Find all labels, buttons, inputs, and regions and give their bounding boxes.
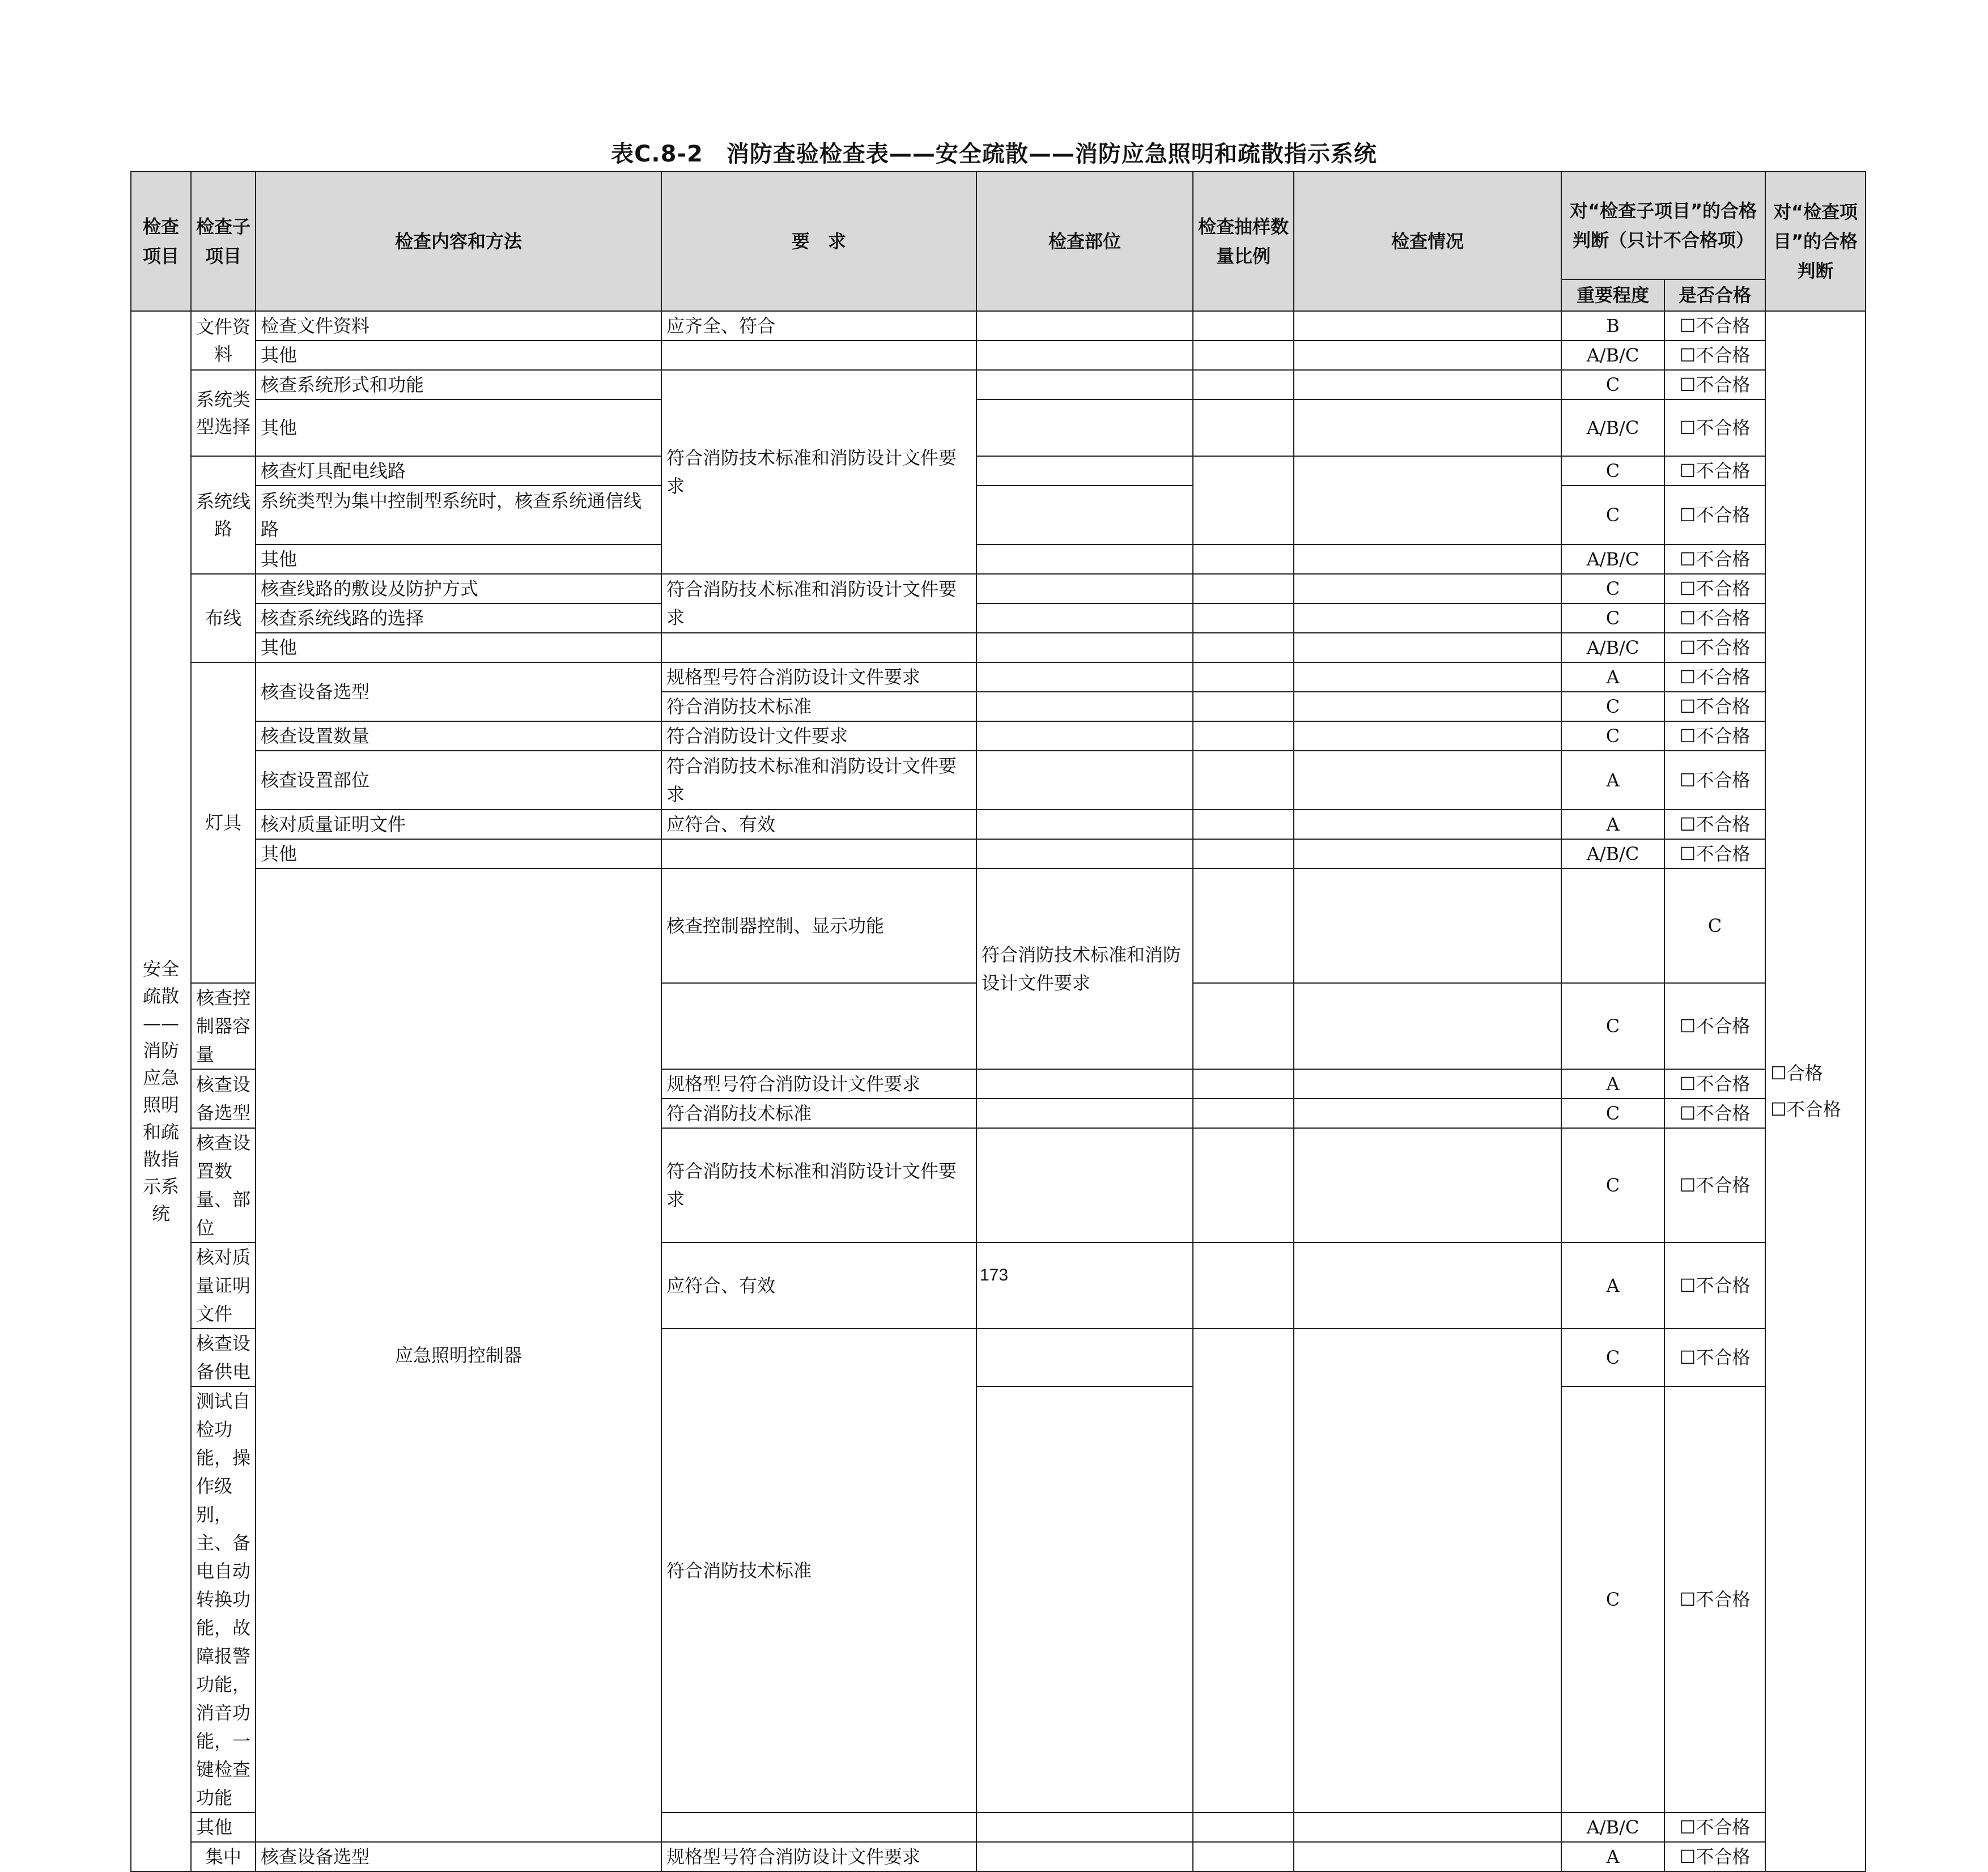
row-level: C: [1561, 983, 1664, 1069]
row-level: A: [1561, 810, 1664, 839]
row-situation: [1294, 1813, 1561, 1842]
row-content: 其他: [256, 399, 661, 456]
row-result[interactable]: ☐不合格: [1664, 751, 1765, 810]
item-fail-checkbox[interactable]: ☐不合格: [1770, 1099, 1841, 1120]
row-requirement: 规格型号符合消防设计文件要求: [661, 1069, 976, 1099]
row-level: A/B/C: [1561, 633, 1664, 662]
row-requirement: 应齐全、符合: [661, 311, 976, 341]
row-sample: [1193, 721, 1294, 751]
row-location: [976, 1386, 1193, 1813]
row-result[interactable]: ☐不合格: [1664, 456, 1765, 486]
row-requirement: 符合消防技术标准: [661, 1329, 976, 1813]
row-sample: [1193, 603, 1294, 633]
row-level: A: [1561, 1243, 1664, 1329]
row-content: 核对质量证明文件: [256, 810, 661, 839]
row-location: [976, 574, 1193, 603]
inspection-table: [130, 171, 1866, 1872]
row-requirement: 符合消防技术标准和消防设计文件要求: [661, 751, 976, 810]
row-level: C: [1664, 869, 1765, 983]
row-sample: [1193, 633, 1294, 662]
row-sample: [1193, 370, 1294, 399]
row-level: C: [1561, 1329, 1664, 1386]
header-sample-ratio: 检查抽样数量比例: [1193, 172, 1294, 311]
row-location: [976, 810, 1193, 839]
item-name: 安全疏散——消防应急照明和疏散指示系统: [142, 958, 179, 1224]
row-level: A: [1561, 751, 1664, 810]
row-level: C: [1561, 456, 1664, 486]
row-location: [976, 486, 1193, 544]
row-location: [976, 370, 1193, 399]
row-location: [976, 721, 1193, 751]
row-level: C: [1561, 1386, 1664, 1813]
row-sample: [1193, 574, 1294, 603]
page-title: 表C.8-2 消防查验检查表——安全疏散——消防应急照明和疏散指示系统: [611, 141, 1377, 167]
row-result[interactable]: ☐不合格: [1664, 1813, 1765, 1842]
row-situation: [1294, 721, 1561, 751]
row-location: [976, 544, 1193, 574]
row-situation: [1294, 1842, 1561, 1871]
row-situation: [1294, 633, 1561, 662]
row-requirement: 规格型号符合消防设计文件要求: [661, 1842, 976, 1871]
row-location: [1193, 869, 1294, 983]
row-result[interactable]: ☐不合格: [1664, 1842, 1765, 1871]
row-sample: [1193, 1813, 1294, 1842]
row-sample: [1193, 1128, 1294, 1243]
row-result[interactable]: ☐不合格: [1664, 983, 1765, 1069]
row-result[interactable]: ☐不合格: [1664, 1099, 1765, 1128]
row-content: 其他: [256, 544, 661, 574]
row-situation: [1294, 1128, 1561, 1243]
row-content: 核查控制器控制、显示功能: [661, 869, 976, 983]
subitem-system-circuit: 系统线路: [191, 456, 256, 574]
item-judgement-cell: [1765, 311, 1866, 1871]
row-sample: [1193, 751, 1294, 810]
row-situation: [1294, 1243, 1561, 1329]
row-sample: [1193, 1069, 1294, 1099]
page-number: 173: [979, 1266, 1009, 1284]
row-content: 核查设置数量、部位: [191, 1128, 256, 1243]
row-sample: [1193, 456, 1294, 544]
row-location: [976, 1099, 1193, 1128]
row-content: 核查线路的敷设及防护方式: [256, 574, 661, 603]
row-result[interactable]: ☐不合格: [1664, 692, 1765, 721]
row-level: A/B/C: [1561, 341, 1664, 370]
row-requirement: 符合消防技术标准: [661, 1099, 976, 1128]
row-content: 核查灯具配电线路: [256, 456, 661, 486]
header-requirement: 要 求: [661, 172, 976, 311]
row-level: C: [1561, 486, 1664, 544]
row-level: C: [1561, 603, 1664, 633]
row-location: [976, 692, 1193, 721]
row-result[interactable]: ☐不合格: [1664, 486, 1765, 544]
row-situation: [1294, 1099, 1561, 1128]
row-requirement: 符合消防技术标准和消防设计文件要求: [661, 1128, 976, 1243]
row-sample: [1193, 1243, 1294, 1329]
row-location: [661, 983, 976, 1069]
row-situation: [1294, 341, 1561, 370]
row-location: [976, 399, 1193, 456]
subitem-controller: 应急照明控制器: [256, 869, 661, 1842]
row-result[interactable]: ☐不合格: [1664, 311, 1765, 341]
row-level: B: [1561, 311, 1664, 341]
row-situation: [1294, 810, 1561, 839]
row-level: C: [1561, 721, 1664, 751]
row-content: 核查设置部位: [256, 751, 661, 810]
row-situation: [1294, 1069, 1561, 1099]
header-sub-judgement: 对“检查子项目”的合格判断（只计不合格项）: [1561, 172, 1765, 279]
row-sample: [1193, 1099, 1294, 1128]
row-location: [976, 1813, 1193, 1842]
row-result[interactable]: ☐不合格: [1664, 810, 1765, 839]
row-level: A/B/C: [1561, 1813, 1664, 1842]
row-result[interactable]: ☐不合格: [1664, 399, 1765, 456]
row-sample: [1193, 692, 1294, 721]
row-content: 核查系统形式和功能: [256, 370, 661, 399]
row-situation: [1294, 839, 1561, 869]
subitem-centralized: 集中: [191, 1842, 256, 1871]
row-content: 核对质量证明文件: [191, 1243, 256, 1329]
row-result[interactable]: ☐不合格: [1664, 1069, 1765, 1099]
row-result[interactable]: ☐不合格: [1664, 1386, 1765, 1813]
row-level: C: [1561, 692, 1664, 721]
row-content: 其他: [256, 633, 661, 662]
row-result[interactable]: ☐不合格: [1664, 721, 1765, 751]
row-situation: [1294, 544, 1561, 574]
row-situation: [1294, 311, 1561, 341]
row-content: 其他: [256, 839, 661, 869]
row-situation: [1294, 603, 1561, 633]
row-result[interactable]: ☐不合格: [1664, 1329, 1765, 1386]
row-requirement: 符合消防技术标准和消防设计文件要求: [661, 574, 976, 633]
header-item: 检查项目: [131, 172, 191, 311]
item-pass-checkbox[interactable]: ☐合格: [1770, 1062, 1823, 1084]
row-sample: [1193, 839, 1294, 869]
row-result[interactable]: ☐不合格: [1664, 1128, 1765, 1243]
row-level: C: [1561, 1099, 1664, 1128]
header-pass: 是否合格: [1664, 279, 1765, 311]
item-name-cell: [131, 311, 191, 1871]
row-requirement: 应符合、有效: [661, 1243, 976, 1329]
row-situation: [1294, 456, 1561, 544]
row-location: [976, 603, 1193, 633]
row-sample: [1193, 1842, 1294, 1871]
row-result[interactable]: ☐不合格: [1664, 544, 1765, 574]
row-content: 核查设备选型: [256, 1842, 661, 1871]
row-situation: [1294, 692, 1561, 721]
row-level: C: [1561, 574, 1664, 603]
row-sample: [1193, 810, 1294, 839]
row-sample: [1193, 311, 1294, 341]
row-sample: [1193, 1329, 1294, 1813]
row-sample: [1193, 544, 1294, 574]
row-sample: [1294, 869, 1561, 983]
row-requirement: 规格型号符合消防设计文件要求: [661, 662, 976, 692]
row-situation: [1294, 751, 1561, 810]
subitem-wiring: 布线: [191, 574, 256, 662]
row-situation: [1294, 662, 1561, 692]
header-item-judgement: 对“检查项目”的合格判断: [1765, 172, 1866, 311]
header-content: 检查内容和方法: [256, 172, 661, 311]
row-location: [976, 751, 1193, 810]
row-location: [976, 1128, 1193, 1243]
header-importance: 重要程度: [1561, 279, 1664, 311]
row-requirement: 符合消防技术标准和消防设计文件要求: [661, 370, 976, 574]
row-level: A: [1561, 1842, 1664, 1871]
row-content: 核查设备供电: [191, 1329, 256, 1386]
row-situation: [1294, 574, 1561, 603]
row-content: 其他: [191, 1813, 256, 1842]
row-location: [976, 1329, 1193, 1386]
row-location: [976, 633, 1193, 662]
header-subitem: 检查子项目: [191, 172, 256, 311]
row-requirement: 符合消防设计文件要求: [661, 721, 976, 751]
row-requirement: 应符合、有效: [661, 810, 976, 839]
row-requirement: [661, 839, 976, 869]
row-level: C: [1561, 370, 1664, 399]
row-location: [976, 341, 1193, 370]
row-level: A: [1561, 1069, 1664, 1099]
row-result[interactable]: ☐不合格: [1664, 633, 1765, 662]
row-content: 核查设备选型: [191, 1069, 256, 1128]
row-situation: [1294, 1329, 1561, 1813]
row-location: [976, 311, 1193, 341]
row-situation: [1294, 983, 1561, 1069]
row-content: 核查设备选型: [256, 662, 661, 721]
row-level: A/B/C: [1561, 399, 1664, 456]
row-content: 检查文件资料: [256, 311, 661, 341]
row-requirement: [661, 341, 976, 370]
header-situation: 检查情况: [1294, 172, 1561, 311]
row-situation: [1294, 399, 1561, 456]
row-result[interactable]: ☐不合格: [1664, 662, 1765, 692]
row-content: 核查控制器容量: [191, 983, 256, 1069]
row-result[interactable]: ☐不合格: [1664, 574, 1765, 603]
row-requirement: [661, 633, 976, 662]
row-situation: [1561, 869, 1664, 983]
row-location: [976, 1842, 1193, 1871]
row-requirement: 符合消防技术标准和消防设计文件要求: [976, 869, 1193, 1069]
row-requirement: 符合消防技术标准: [661, 692, 976, 721]
subitem-documents: 文件资料: [191, 311, 256, 370]
row-content: 测试自检功能，操作级别，主、备电自动转换功能，故障报警功能，消音功能，一键检查功能: [191, 1386, 256, 1813]
row-situation: [1294, 370, 1561, 399]
row-result[interactable]: ☐不合格: [1664, 603, 1765, 633]
row-result[interactable]: ☐不合格: [1664, 839, 1765, 869]
header-location: 检查部位: [976, 172, 1193, 311]
row-sample: [1193, 662, 1294, 692]
row-content: 其他: [256, 341, 661, 370]
row-sample: [1193, 399, 1294, 456]
row-result[interactable]: ☐不合格: [1664, 370, 1765, 399]
row-location: [976, 1069, 1193, 1099]
row-location: [976, 839, 1193, 869]
row-sample: [1193, 341, 1294, 370]
row-requirement: [661, 1813, 976, 1842]
row-location: [976, 456, 1193, 486]
row-level: A/B/C: [1561, 544, 1664, 574]
row-sample: [1193, 983, 1294, 1069]
row-level: C: [1561, 1128, 1664, 1243]
row-result[interactable]: ☐不合格: [1664, 1243, 1765, 1329]
row-level: A: [1561, 662, 1664, 692]
row-result[interactable]: ☐不合格: [1664, 341, 1765, 370]
row-level: A/B/C: [1561, 839, 1664, 869]
row-content: 核查设置数量: [256, 721, 661, 751]
subitem-luminaires: 灯具: [191, 662, 256, 983]
row-location: [976, 662, 1193, 692]
row-location: [976, 1243, 1193, 1329]
row-content: 核查系统线路的选择: [256, 603, 661, 633]
row-content: 系统类型为集中控制型系统时，核查系统通信线路: [256, 486, 661, 544]
subitem-system-type: 系统类型选择: [191, 370, 256, 456]
